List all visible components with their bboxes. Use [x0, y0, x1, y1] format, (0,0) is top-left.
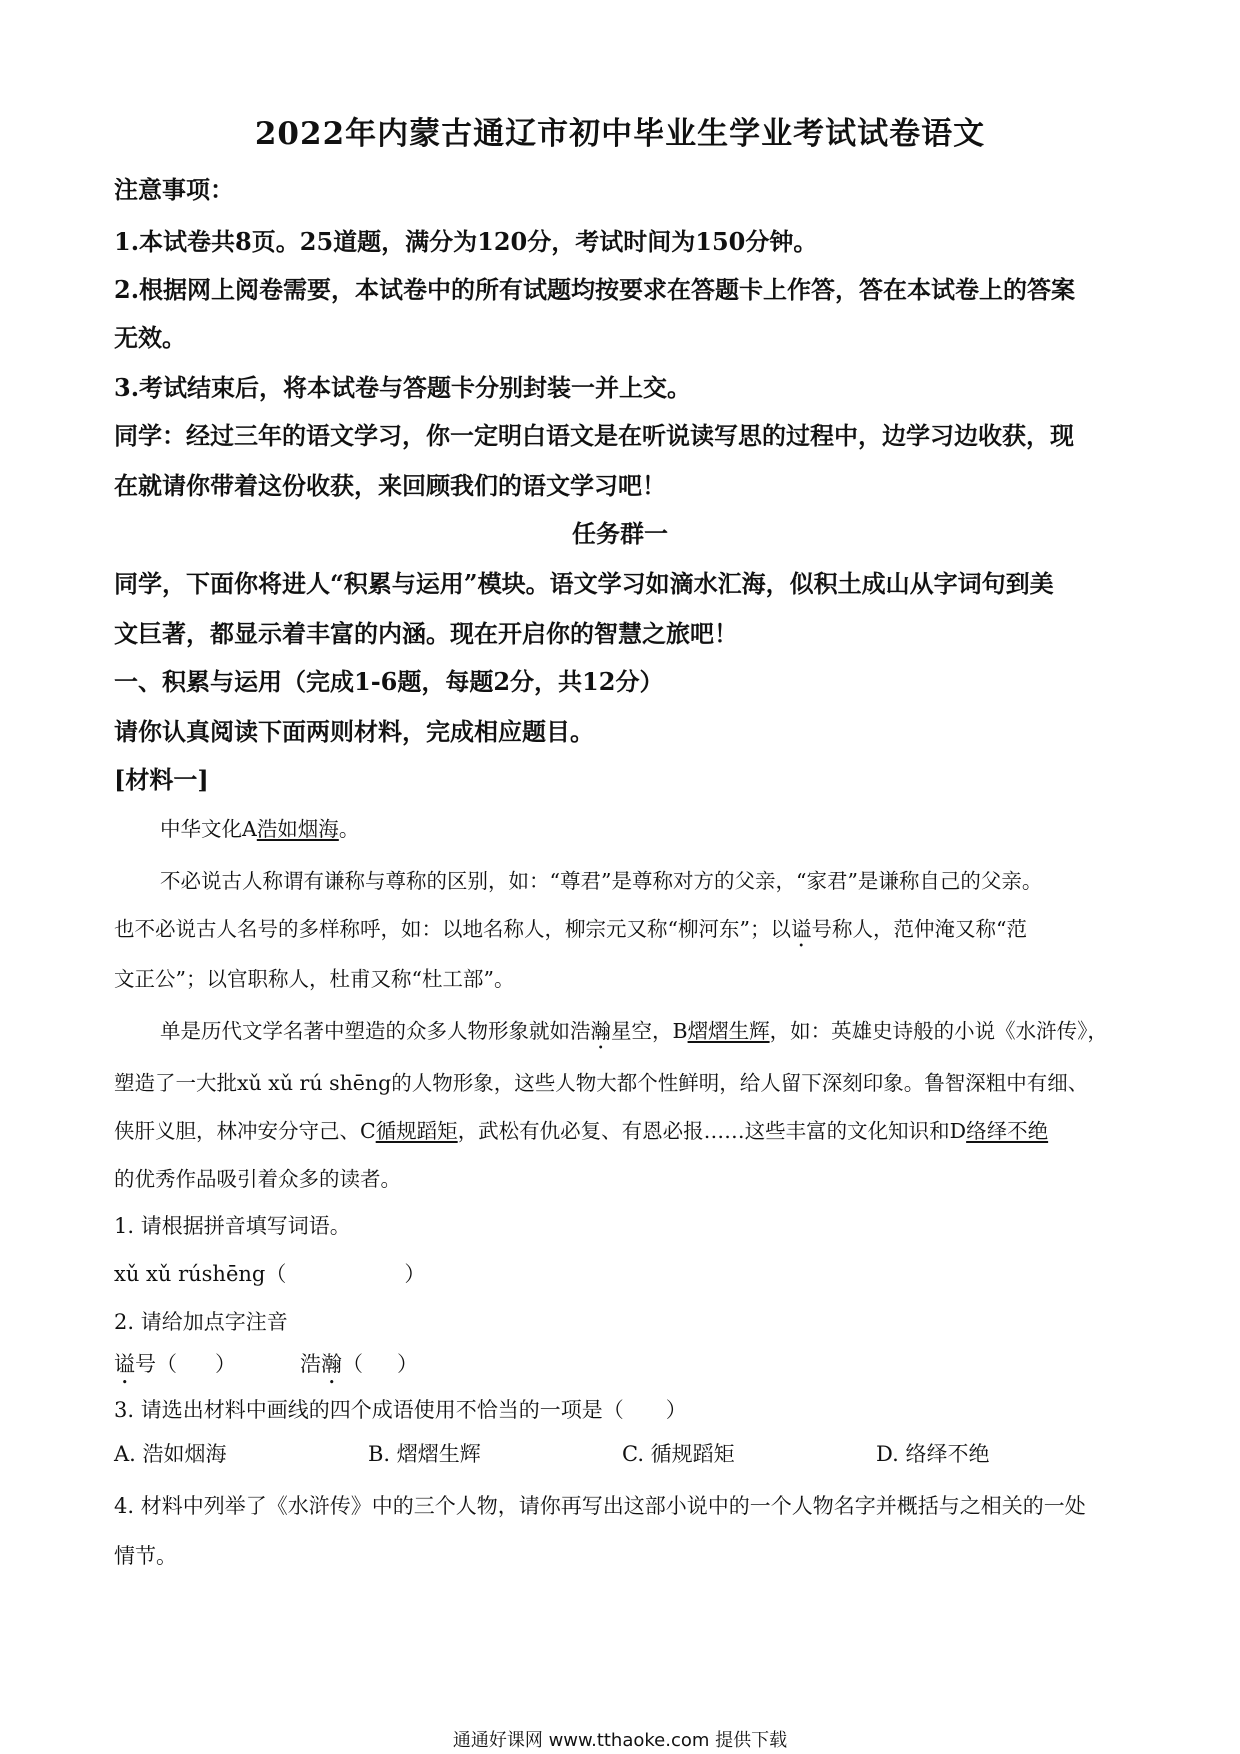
task-group-heading: 任务群一 [572, 519, 668, 548]
notice-heading: 注意事项： [114, 175, 234, 204]
reading-instruction: 请你认真阅读下面两则材料，完成相应题目。 [114, 717, 594, 746]
option-b[interactable]: B. 熠熠生辉 [368, 1442, 481, 1466]
idiom-a: 浩如烟海 [256, 817, 339, 841]
option-a[interactable]: A. 浩如烟海 [114, 1442, 227, 1466]
question-1-answer-line: xǔ xǔ rúshēng（ ） [114, 1262, 426, 1286]
material-paragraph-3-line-1: 单是历代文学名著中塑造的众多人物形象就如浩瀚星空，B熠熠生辉，如：英雄史诗般的小说《水浒传》， [160, 1019, 1108, 1043]
material-label: [材料一] [114, 765, 209, 794]
material-paragraph-1: 中华文化A浩如烟海。 [160, 817, 360, 841]
notice-item-2-line-2: 无效。 [114, 323, 186, 352]
notice-item-1: 1.本试卷共8页。25道题，满分为120分，考试时间为150分钟。 [114, 227, 818, 256]
intro-line-1: 同学：经过三年的语文学习，你一定明白语文是在听说读写思的过程中，边学习边收获，现 [114, 421, 1074, 450]
notice-item-2-line-1: 2.根据网上阅卷需要，本试卷中的所有试题均按要求在答题卡上作答，答在本试卷上的答案 [114, 275, 1076, 304]
question-2-prompt: 2. 请给加点字注音 [114, 1310, 288, 1334]
question-3-prompt: 3. 请选出材料中画线的四个成语使用不恰当的一项是（ ） [114, 1398, 687, 1422]
module-intro-line-1: 同学，下面你将进人“积累与运用”模块。语文学习如滴水汇海，似积土成山从字词句到美 [114, 569, 1054, 598]
idiom-c: 循规蹈矩 [375, 1119, 458, 1143]
material-paragraph-3-line-4: 的优秀作品吸引着众多的读者。 [114, 1167, 401, 1191]
question-4-line-1: 4. 材料中列举了《水浒传》中的三个人物，请你再写出这部小说中的一个人物名字并概括与之相关的一处 [114, 1494, 1086, 1518]
material-paragraph-2-line-3: 文正公”；以官职称人，杜甫又称“杜工部”。 [114, 967, 515, 991]
question-4-line-2: 情节。 [114, 1544, 177, 1568]
dotted-char-shi: 谥 [114, 1352, 135, 1376]
idiom-d: 络绎不绝 [966, 1119, 1049, 1143]
material-paragraph-3-line-3: 侠肝义胆，林冲安分守己、C循规蹈矩，武松有仇必复、有恩必报……这些丰富的文化知识和D络绎不绝 [114, 1119, 1049, 1143]
dotted-char-han: 瀚 [590, 1019, 611, 1043]
material-paragraph-2-line-2: 也不必说古人名号的多样称呼，如：以地名称人，柳宗元又称“柳河东”；以谥号称人，范仲淹又称“范 [114, 917, 1027, 941]
material-paragraph-2-line-1: 不必说古人称谓有谦称与尊称的区别，如：“尊君”是尊称对方的父亲，“家君”是谦称自己的父亲。 [160, 869, 1043, 893]
intro-line-2: 在就请你带着这份收获，来回顾我们的语文学习吧！ [114, 471, 666, 500]
section-1-heading: 一、积累与运用（完成1-6题，每题2分，共12分） [114, 667, 664, 696]
option-c[interactable]: C. 循规蹈矩 [622, 1442, 735, 1466]
question-1-prompt: 1. 请根据拼音填写词语。 [114, 1214, 351, 1238]
module-intro-line-2: 文巨著，都显示着丰富的内涵。现在开启你的智慧之旅吧！ [114, 619, 738, 648]
download-footer: 通通好课网 www.tthaoke.com 提供下载 [452, 1730, 788, 1751]
option-d[interactable]: D. 络绎不绝 [876, 1442, 990, 1466]
page-title: 2022年内蒙古通辽市初中毕业生学业考试试卷语文 [254, 116, 986, 152]
idiom-b: 熠熠生辉 [687, 1019, 770, 1043]
notice-item-3: 3.考试结束后，将本试卷与答题卡分别封装一并上交。 [114, 373, 692, 402]
dotted-char-han: 瀚 [321, 1352, 342, 1376]
material-paragraph-3-line-2: 塑造了一大批xǔ xǔ rú shēng的人物形象，这些人物大都个性鲜明，给人留下深刻印象。鲁智深粗中有细、 [114, 1071, 1089, 1095]
dotted-char-shi: 谥 [790, 917, 812, 941]
question-2-answer-line: 谥号（ ） 浩瀚（ ） [114, 1352, 418, 1376]
